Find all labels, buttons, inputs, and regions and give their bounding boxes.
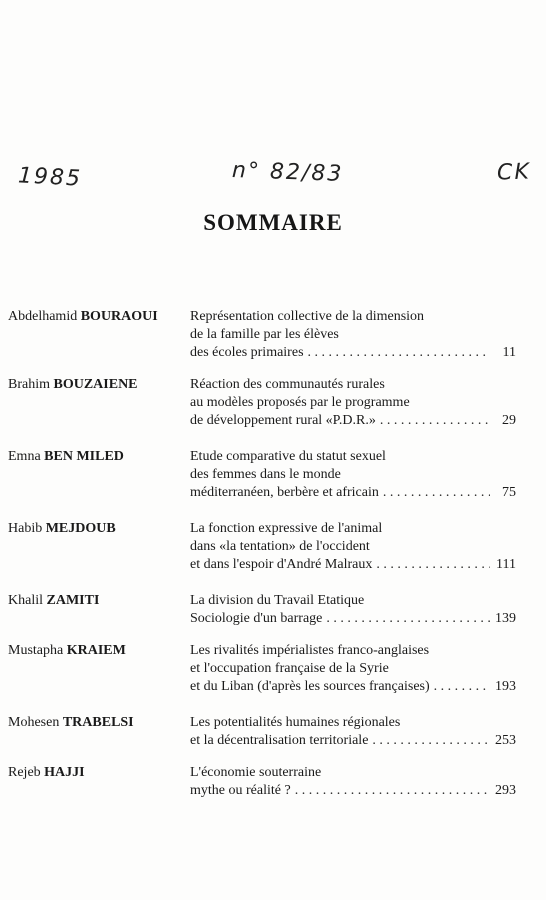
author-name: [8, 764, 85, 782]
page-number: 139: [495, 611, 516, 626]
dot-leader: [372, 732, 490, 750]
article-title-line: de la famille par les élèves: [190, 327, 339, 342]
author-first-name: Abdelhamid: [8, 309, 78, 324]
author-name: [8, 448, 124, 466]
article-title: [190, 376, 516, 430]
author-first-name: Emna: [8, 449, 41, 464]
author-name: [8, 592, 99, 610]
article-title-line: au modèles proposés par le programme: [190, 395, 410, 410]
dot-leader: [308, 344, 490, 362]
article-title-line: [190, 782, 516, 800]
author-first-name: Habib: [8, 521, 43, 536]
author-first-name: Mustapha: [8, 643, 64, 658]
article-title-text: de développement rural «P.D.R.»: [190, 413, 376, 428]
article-title: [190, 520, 516, 574]
page-number: 193: [495, 679, 516, 694]
author-last-name: TRABELSI: [62, 715, 134, 730]
article-title-line: Représentation collective de la dimension: [190, 309, 425, 324]
article-title: [190, 592, 516, 628]
author-first-name: Brahim: [8, 377, 50, 392]
page-number: 111: [496, 557, 516, 572]
article-title-line: [190, 732, 516, 750]
author-last-name: ZAMITI: [46, 593, 100, 608]
article-title-line: [190, 678, 516, 696]
page-number: 29: [502, 413, 516, 428]
article-title-line: et l'occupation française de la Syrie: [190, 661, 389, 676]
author-last-name: BOURAOUI: [80, 309, 158, 324]
author-name: [8, 376, 138, 394]
page-number: 293: [495, 783, 516, 798]
handwritten-issue-number: n° 82/83: [231, 158, 344, 187]
article-title: [190, 308, 516, 362]
article-title-line: [190, 610, 516, 628]
article-title-text: Sociologie d'un barrage: [190, 611, 323, 626]
page-number: 11: [502, 345, 516, 360]
article-title: [190, 448, 516, 502]
article-title-line: Les potentialités humaines régionales: [190, 715, 401, 730]
dot-leader: [376, 556, 490, 574]
page-number: 253: [495, 733, 516, 748]
author-name: [8, 308, 158, 326]
article-title-line: [190, 344, 516, 362]
article-title-line: L'économie souterraine: [190, 765, 322, 780]
author-last-name: BOUZAIENE: [53, 377, 138, 392]
author-name: [8, 642, 126, 660]
article-title-line: [190, 412, 516, 430]
dot-leader: [326, 610, 490, 628]
page-number: 75: [502, 485, 516, 500]
article-title-line: dans «la tentation» de l'occident: [190, 539, 370, 554]
article-title-text: et du Liban (d'après les sources françaises): [190, 679, 430, 694]
article-title-text: mythe ou réalité ?: [190, 783, 291, 798]
handwritten-initials: CK: [496, 159, 532, 186]
author-first-name: Rejeb: [8, 765, 41, 780]
author-last-name: HAJJI: [44, 765, 85, 780]
author-first-name: Khalil: [8, 593, 43, 608]
article-title-text: des écoles primaires: [190, 345, 304, 360]
article-title-line: Réaction des communautés rurales: [190, 377, 385, 392]
article-title-line: Les rivalités impérialistes franco-anglaises: [190, 643, 430, 658]
article-title-line: des femmes dans le monde: [190, 467, 341, 482]
author-last-name: BEN MILED: [44, 449, 124, 464]
dot-leader: [434, 678, 490, 696]
article-title-line: La fonction expressive de l'animal: [190, 521, 383, 536]
author-name: [8, 520, 116, 538]
dot-leader: [380, 412, 490, 430]
article-title: [190, 714, 516, 750]
article-title-line: La division du Travail Etatique: [190, 593, 365, 608]
article-title-line: [190, 484, 516, 502]
author-first-name: Mohesen: [8, 715, 60, 730]
article-title-line: [190, 556, 516, 574]
author-name: [8, 714, 134, 732]
article-title: [190, 764, 516, 800]
page-title: SOMMAIRE: [203, 210, 343, 235]
article-title: [190, 642, 516, 696]
dot-leader: [383, 484, 490, 502]
article-title-text: et dans l'espoir d'André Malraux: [190, 557, 373, 572]
article-title-text: méditerranéen, berbère et africain: [190, 485, 379, 500]
article-title-text: et la décentralisation territoriale: [190, 733, 369, 748]
author-last-name: MEJDOUB: [45, 521, 116, 536]
article-title-line: Etude comparative du statut sexuel: [190, 449, 386, 464]
handwritten-year: 1985: [17, 163, 83, 192]
dot-leader: [295, 782, 490, 800]
author-last-name: KRAIEM: [66, 643, 126, 658]
